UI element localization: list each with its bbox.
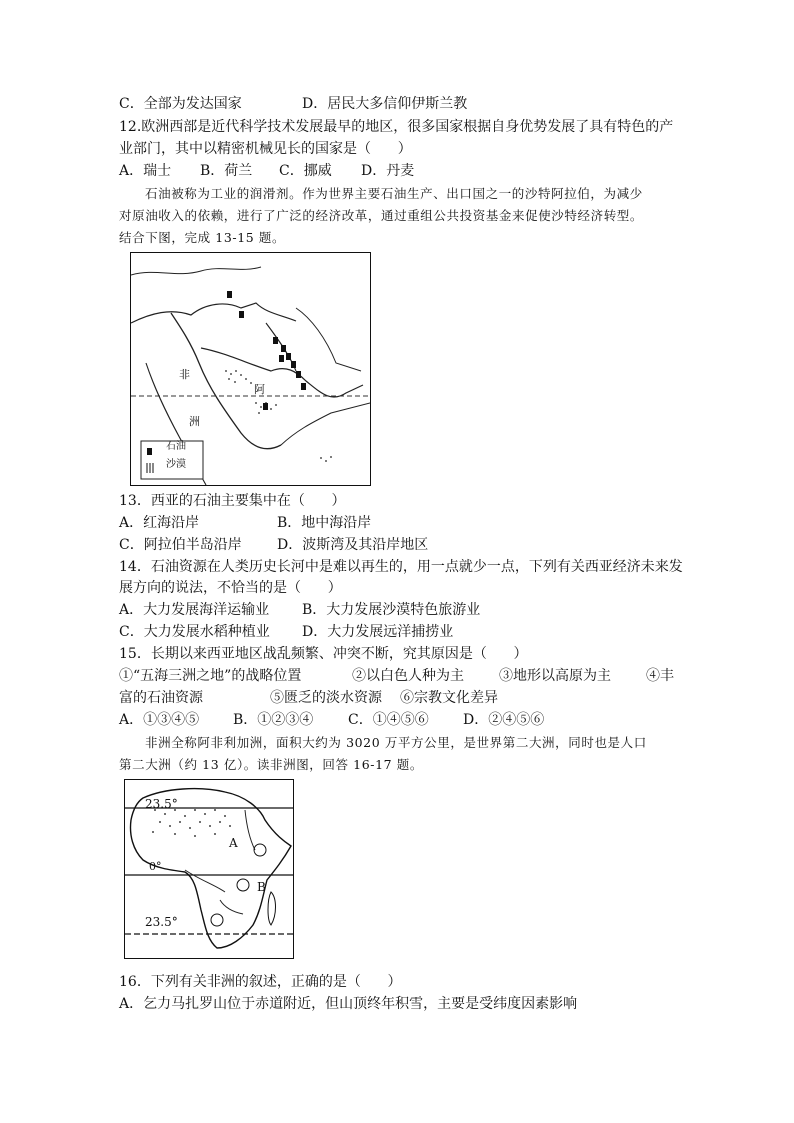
africa-label-a: A (229, 836, 238, 850)
legend-desert-label: 沙漠 (166, 459, 186, 470)
passage1-line2: 对原油收入的依赖，进行了广泛的经济改革，通过重组公共投资基金来促使沙特经济转型。 (119, 208, 644, 223)
africa-lat-north-label: 23.5° (145, 797, 178, 811)
legend-oil-label: 石油 (166, 441, 186, 452)
q12-option-b: B．荷兰 (200, 163, 253, 179)
q13-option-c: C．阿拉伯半岛沿岸 (119, 537, 242, 553)
q15-item-1: ①“五海三洲之地”的战略位置 (119, 668, 302, 684)
africa-lat-south-label: 23.5° (145, 915, 178, 929)
west-asia-map (130, 252, 371, 486)
africa-map (124, 779, 294, 959)
q15-item-4a: ④丰 (646, 668, 674, 684)
q14-option-d: D．大力发展远洋捕捞业 (302, 624, 454, 640)
q16-option-a: A．乞力马扎罗山位于赤道附近，但山顶终年积雪，主要是受纬度因素影响 (119, 996, 578, 1012)
q11-option-d: D．居民大多信仰伊斯兰教 (302, 96, 468, 112)
q12-option-a: A．瑞士 (119, 163, 172, 179)
q14-option-a: A．大力发展海洋运输业 (119, 602, 270, 618)
q13-stem: 13．西亚的石油主要集中在（ ） (119, 493, 346, 509)
q14-option-c: C．大力发展水稻种植业 (119, 624, 270, 640)
q15-item-2: ②以白色人种为主 (352, 668, 464, 684)
passage2-line1: 非洲全称阿非利加洲，面积大约为 3020 万平方公里，是世界第二大洲，同时也是人口 (145, 735, 647, 750)
map-label-africa: 非 (179, 368, 190, 381)
q15-item-5: ⑤匮乏的淡水资源 (270, 690, 382, 706)
q15-stem: 15．长期以来西亚地区战乱频繁、冲突不断，究其原因是（ ） (119, 646, 528, 662)
q15-option-d: D．②④⑤⑥ (463, 712, 545, 728)
q15-item-6: ⑥宗教文化差异 (400, 690, 498, 706)
africa-label-b: B (257, 880, 266, 894)
q15-item-4b: 富的石油资源 (119, 690, 203, 706)
q13-option-d: D．波斯湾及其沿岸地区 (277, 537, 429, 553)
passage2-line2: 第二大洲（约 13 亿）。读非洲图，回答 16-17 题。 (119, 757, 423, 772)
q14-option-b: B．大力发展沙漠特色旅游业 (302, 602, 481, 618)
africa-equator-label: 0° (149, 860, 162, 873)
q14-stem-line1: 14．石油资源在人类历史长河中是难以再生的，用一点就少一点，下列有关西亚经济未来发 (119, 559, 683, 575)
q15-option-c: C．①④⑤⑥ (348, 712, 429, 728)
q11-option-c: C．全部为发达国家 (119, 96, 242, 112)
q14-stem-line2: 展方向的说法，不恰当的是（ ） (119, 580, 342, 596)
passage1-line3: 结合下图，完成 13-15 题。 (119, 230, 286, 245)
q15-option-b: B．①②③④ (233, 712, 314, 728)
q12-option-d: D．丹麦 (361, 163, 415, 179)
map-label-arab: 阿 (254, 383, 265, 396)
q15-option-a: A．①③④⑤ (119, 712, 200, 728)
q12-stem-line2: 业部门，其中以精密机械见长的国家是（ ） (119, 141, 412, 157)
q12-stem-line1: 12.欧洲西部是近代科学技术发展最早的地区，很多国家根据自身优势发展了具有特色的产 (119, 119, 674, 135)
q13-option-b: B．地中海沿岸 (277, 515, 372, 531)
q16-stem: 16．下列有关非洲的叙述，正确的是（ ） (119, 974, 402, 990)
q13-option-a: A．红海沿岸 (119, 515, 200, 531)
q12-option-c: C．挪威 (279, 163, 332, 179)
map-label-sea: 洲 (189, 415, 200, 428)
q15-item-3: ③地形以高原为主 (499, 668, 611, 684)
passage1-line1: 石油被称为工业的润滑剂。作为世界主要石油生产、出口国之一的沙特阿拉伯，为减少 (145, 186, 643, 201)
